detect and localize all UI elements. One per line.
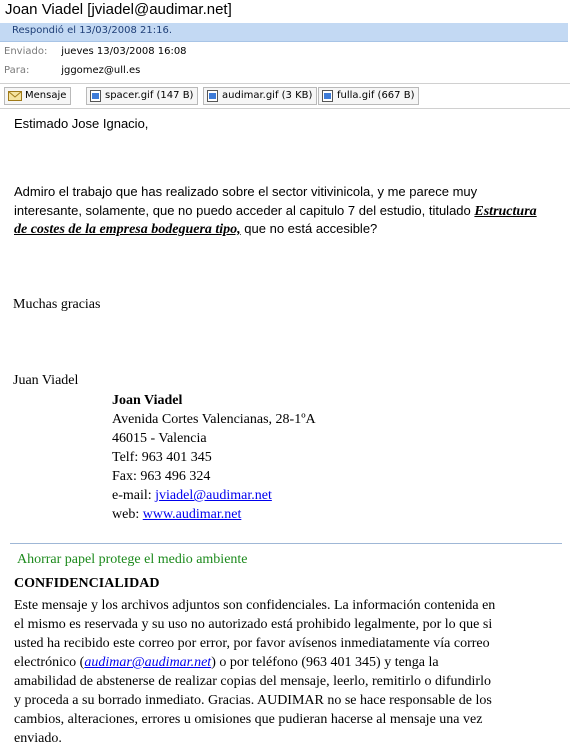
greeting: Estimado Jose Ignacio, xyxy=(14,116,149,131)
attachment-label: spacer.gif (147 B) xyxy=(105,90,194,101)
paragraph-text: interesante, solamente, que no puedo acceder al capitulo 7 del estudio, titulado xyxy=(14,203,471,218)
paragraph-text: que no está accesible? xyxy=(240,221,378,236)
envelope-icon xyxy=(8,90,22,102)
attachment-fulla-gif[interactable] xyxy=(318,87,419,105)
image-file-icon xyxy=(207,90,218,102)
sent-value: jueves 13/03/2008 16:08 xyxy=(61,46,187,57)
conf-line: enviado. xyxy=(14,731,62,746)
conf-line: Este mensaje y los archivos adjuntos son confidenciales. La información contenida en xyxy=(14,598,496,613)
paragraph-line: Admiro el trabajo que has realizado sobre el sector vitivinicola, y me parece muy xyxy=(14,184,478,199)
signature-city: 46015 - Valencia xyxy=(112,431,207,446)
paragraph-line xyxy=(14,203,537,220)
attachment-bar xyxy=(0,83,570,109)
conf-text: ) o por teléfono (963 401 345) y tenga la xyxy=(211,655,439,670)
to-row xyxy=(4,65,140,76)
confidentiality-text xyxy=(14,596,562,748)
signature-name: Joan Viadel xyxy=(112,393,183,408)
signature-email-row xyxy=(112,488,272,504)
chapter-link-cont[interactable]: de costes de la empresa bodeguera tipo, xyxy=(14,222,241,237)
signoff-text: Juan Viadel xyxy=(13,373,79,388)
attachment-label: fulla.gif (667 B) xyxy=(337,90,415,101)
signature-fax: Fax: 963 496 324 xyxy=(112,469,211,484)
message-tab[interactable] xyxy=(4,87,71,105)
divider xyxy=(10,543,562,544)
conf-line: y proceda a su borrado inmediato. Gracias. AUDIMAR no se hace responsable de los xyxy=(14,693,492,708)
attachment-spacer-gif[interactable] xyxy=(86,87,198,105)
conf-line: amabilidad de abstenerse de realizar copias del mensaje, leerlo, remitirlo o difundirlo xyxy=(14,674,491,689)
paragraph-line xyxy=(14,221,377,238)
to-value[interactable]: jggomez@ull.es xyxy=(61,65,141,76)
conf-line: cambios, alteraciones, errores u omisiones que pudieran hacerse al mensaje una vez xyxy=(14,712,483,727)
signature-web-row xyxy=(112,507,241,523)
attachment-label: audimar.gif (3 KB) xyxy=(222,90,313,101)
conf-line xyxy=(14,653,562,672)
web-label: web: xyxy=(112,507,143,522)
to-label: Para: xyxy=(4,65,30,76)
chapter-link[interactable]: Estructura xyxy=(474,204,537,219)
image-file-icon xyxy=(90,90,101,102)
signature-email-link[interactable]: jviadel@audimar.net xyxy=(155,488,272,503)
confidentiality-title: CONFIDENCIALIDAD xyxy=(14,576,160,591)
attachment-audimar-gif[interactable] xyxy=(203,87,317,105)
email-title: Joan Viadel [jviadel@audimar.net] xyxy=(5,1,232,18)
conf-email-link[interactable]: audimar@audimar.net xyxy=(84,655,212,670)
signature-address: Avenida Cortes Valencianas, 28-1ºA xyxy=(112,412,316,427)
message-tab-label: Mensaje xyxy=(25,90,67,101)
signature-phone: Telf: 963 401 345 xyxy=(112,450,212,465)
sent-row xyxy=(4,46,187,57)
conf-line: usted ha recibido este correo por error, por favor avísenos inmediatamente vía correo xyxy=(14,636,490,651)
sent-label: Enviado: xyxy=(4,46,48,57)
conf-line: el mismo es reservada y su uso no autorizado está prohibido legalmente, por lo que si xyxy=(14,617,493,632)
signature-web-link[interactable]: www.audimar.net xyxy=(142,507,242,522)
replied-infobar xyxy=(0,23,568,42)
eco-notice: Ahorrar papel protege el medio ambiente xyxy=(17,552,248,567)
replied-text: Respondió el 13/03/2008 21:16. xyxy=(12,25,173,36)
thanks-text: Muchas gracias xyxy=(13,297,101,312)
email-label: e-mail: xyxy=(112,488,156,503)
image-file-icon xyxy=(322,90,333,102)
conf-text: electrónico ( xyxy=(14,655,85,670)
